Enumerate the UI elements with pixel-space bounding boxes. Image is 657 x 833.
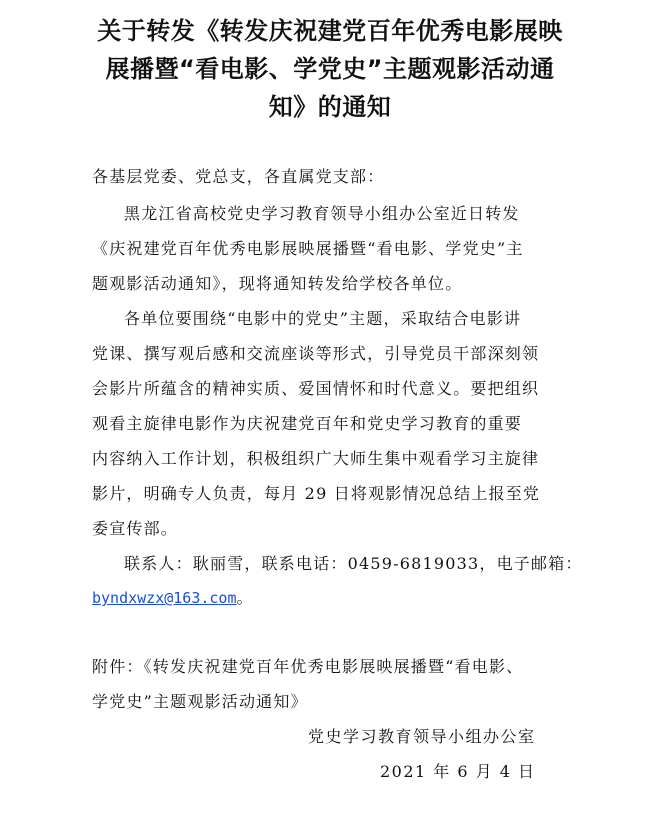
- attachment-line-2: 学党史”主题观影活动通知》: [92, 692, 308, 711]
- date: 2021 年 6 月 4 日: [380, 762, 536, 781]
- para2-line-5: 内容纳入工作计划，积极组织广大师生集中观看学习主旋律: [92, 449, 540, 468]
- title-line-2: 展播暨“看电影、学党史”主题观影活动通: [105, 55, 555, 83]
- document-title: [80, 12, 580, 126]
- para2-line-3: 会影片所蕴含的精神实质、爱国情怀和时代意义。要把组织: [92, 379, 540, 398]
- email-link[interactable]: byndxwzx@163.com: [92, 589, 237, 607]
- para1-line-1: 黑龙江省高校党史学习教育领导小组办公室近日转发: [124, 204, 520, 223]
- attachment-line-1: 附件：《转发庆祝建党百年优秀电影展映展播暨“看电影、: [92, 657, 524, 676]
- para2-line-6: 影片，明确专人负责，每月 29 日将观影情况总结上报至党: [92, 484, 541, 503]
- email-suffix: 。: [236, 588, 254, 607]
- title-line-3: 知》的通知: [268, 93, 392, 121]
- title-line-1: 关于转发《转发庆祝建党百年优秀电影展映: [97, 17, 563, 45]
- salutation: 各基层党委、党总支，各直属党支部：: [92, 167, 385, 186]
- contact-line: 联系人：耿丽雪，联系电话：0459-6819033，电子邮箱：: [124, 554, 583, 573]
- email-line: [92, 585, 254, 608]
- para2-line-1: 各单位要围绕“电影中的党史”主题，采取结合电影讲: [124, 309, 522, 328]
- signature: 党史学习教育领导小组办公室: [308, 727, 536, 746]
- para2-line-2: 党课、撰写观后感和交流座谈等形式，引导党员干部深刻领: [92, 344, 540, 363]
- para2-line-7: 委宣传部。: [92, 519, 179, 538]
- para1-line-3: 题观影活动通知》，现将通知转发给学校各单位。: [92, 274, 463, 293]
- para1-line-2: 《庆祝建党百年优秀电影展映展播暨“看电影、学党史”主: [92, 239, 524, 258]
- para2-line-4: 观看主旋律电影作为庆祝建党百年和党史学习教育的重要: [92, 414, 523, 433]
